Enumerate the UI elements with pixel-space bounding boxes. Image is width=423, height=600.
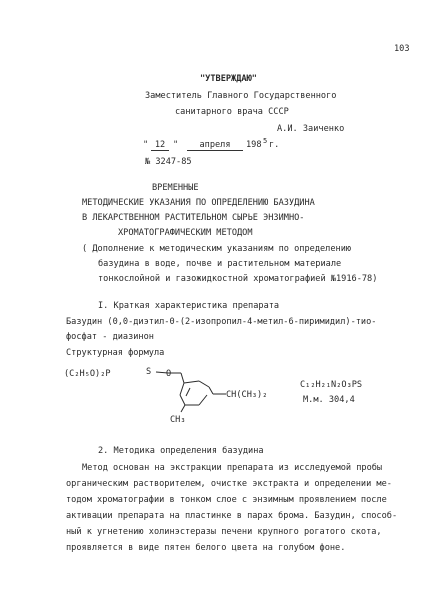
approval-number: № 3247-85: [145, 157, 192, 167]
section-2-line-2: органическим растворителем, очистке экстракта и определении ме-: [66, 479, 392, 489]
section-2-line-5: ный к угнетению холинэстеразы печени крупного рогатого скота,: [66, 527, 382, 537]
section-2-heading: 2. Методика определения базудина: [98, 446, 264, 456]
structure-s-label: S: [146, 367, 152, 377]
section-2-line-3: тодом хроматографии в тонком слое с энзимным проявлением после: [66, 495, 387, 505]
structure-o-label: O: [166, 369, 172, 379]
section-2-line-1: Метод основан на экстракции препарата из исследуемой пробы: [82, 463, 383, 473]
approval-title: "УТВЕРЖДАЮ": [200, 74, 257, 84]
molecular-formula: C₁₂H₂₁N₂O₃PS: [300, 380, 363, 390]
structure-right-group: CH(CH₃)₂: [226, 390, 268, 400]
title-note-3: тонкослойной и газожидкостной хроматографией №1916-78): [98, 274, 378, 284]
date-year: 198: [246, 140, 262, 150]
approval-line-1: Заместитель Главного Государственного: [145, 91, 337, 101]
structure-left-group: (C₂H₅O)₂P: [64, 369, 111, 379]
approval-line-2: санитарного врача СССР: [175, 107, 289, 117]
section-2-line-4: активации препарата на пластинке в парах брома. Базудин, способ-: [66, 511, 398, 521]
date-month: апреля: [187, 140, 243, 151]
date-quote-close: ": [173, 140, 179, 150]
title-line-1: ВРЕМЕННЫЕ: [152, 183, 199, 193]
page-number: 103: [394, 44, 410, 54]
section-1-line-2: фосфат - диазинон: [66, 332, 154, 342]
title-line-4: ХРОМАТОГРАФИЧЕСКИМ МЕТОДОМ: [118, 228, 253, 238]
structure-bottom-group: CH₃: [170, 415, 186, 425]
date-quote-open: ": [143, 140, 149, 150]
molecular-mass: М.м. 304,4: [303, 395, 355, 405]
section-1-line-3: Структурная формула: [66, 348, 165, 358]
title-line-2: МЕТОДИЧЕСКИЕ УКАЗАНИЯ ПО ОПРЕДЕЛЕНИЮ БАЗУДИНА: [82, 198, 315, 208]
section-1-line-1: Базудин (0,0-диэтил-0-(2-изопропил-4-метил-6-пиримидил)-тио-: [66, 317, 377, 327]
date-suffix: г.: [269, 140, 280, 150]
section-1-heading: I. Краткая характеристика препарата: [98, 301, 280, 311]
title-note-1: ( Дополнение к методическим указаниям по определению: [82, 244, 352, 254]
approval-signer: А.И. Заиченко: [277, 124, 345, 134]
title-line-3: В ЛЕКАРСТВЕННОМ РАСТИТЕЛЬНОМ СЫРЬЕ ЭНЗИМНО-: [82, 213, 305, 223]
title-note-2: базудина в воде, почве и растительном материале: [98, 259, 342, 269]
section-2-line-6: проявляется в виде пятен белого цвета на голубом фоне.: [66, 543, 346, 553]
date-year-super: 5: [263, 137, 268, 145]
date-day: 12: [151, 140, 169, 151]
